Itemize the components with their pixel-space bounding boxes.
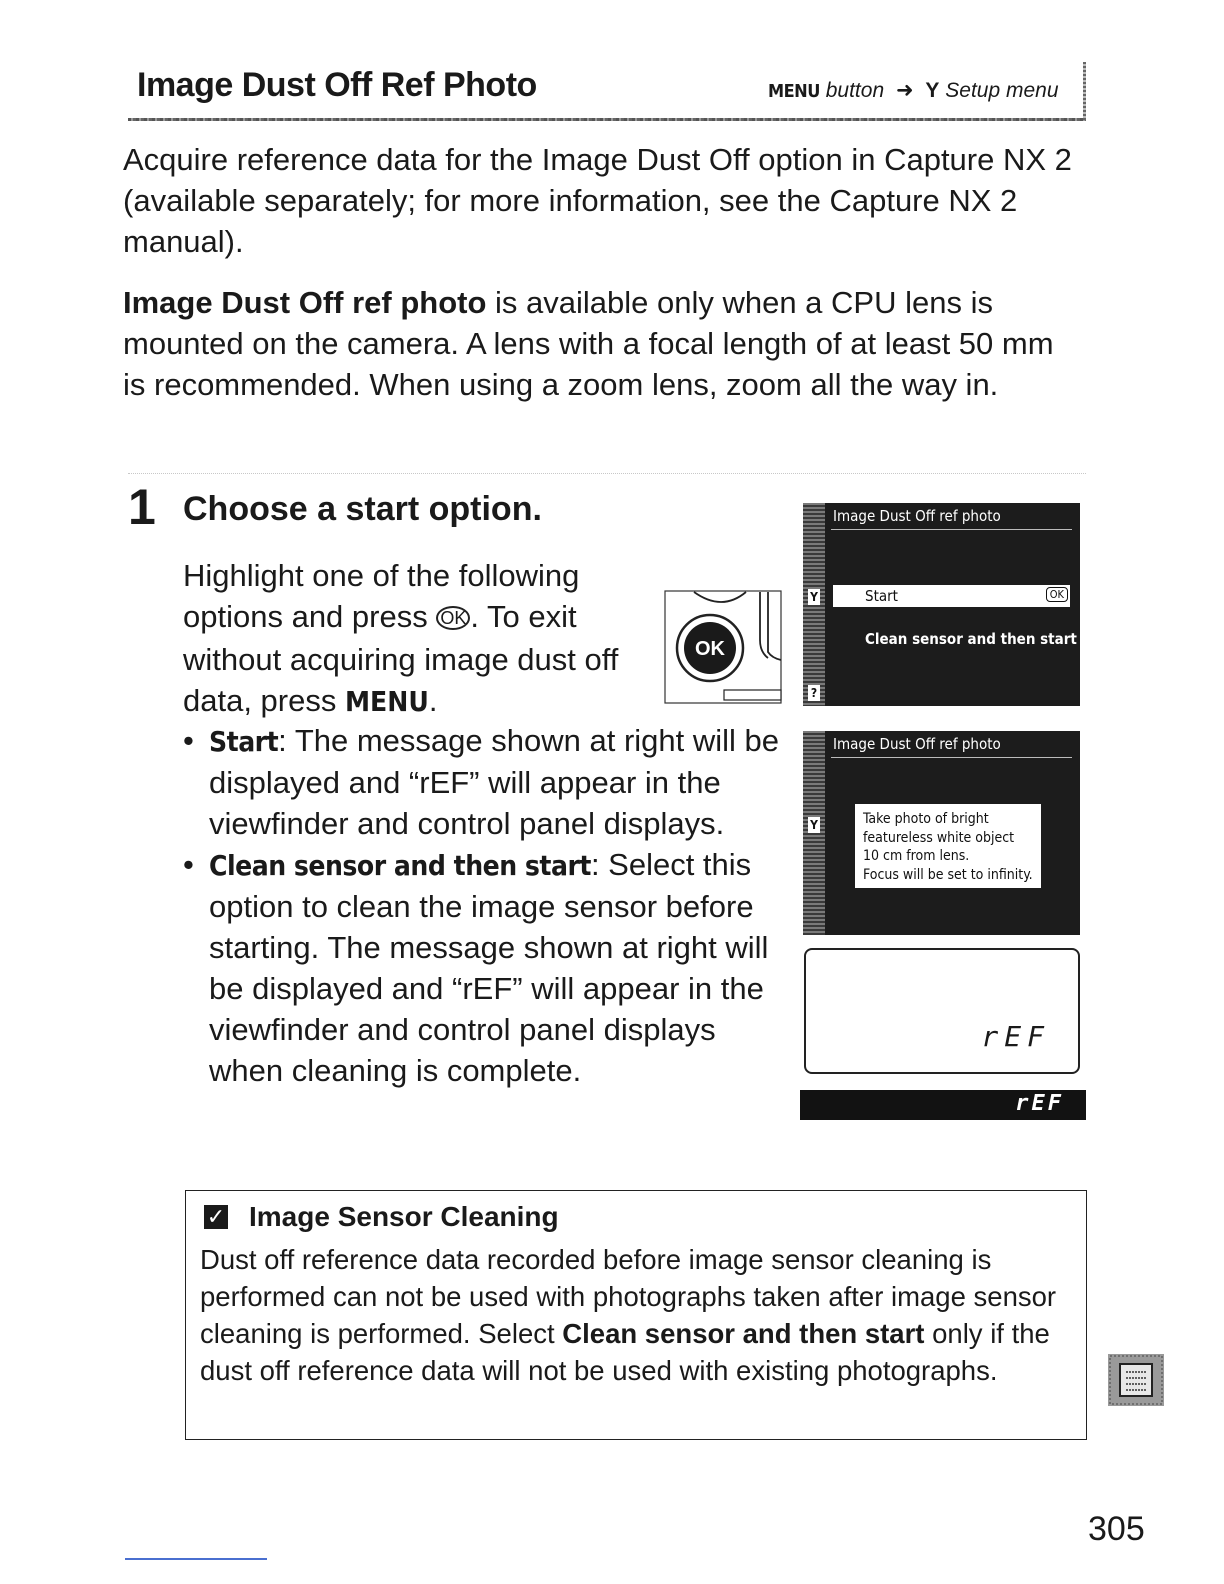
note-text-part: only if the dust off reference data will not be used with existing photographs. (200, 1318, 1050, 1386)
control-panel-text: rEF (981, 1020, 1050, 1053)
message-line: Take photo of bright (863, 811, 989, 827)
option-description: : The message shown at right will be displayed and “rEF” will appear in the viewfinder and control panel displays. (209, 723, 779, 841)
breadcrumb (768, 78, 1059, 103)
page-number: 305 (1088, 1510, 1145, 1548)
note-term: Clean sensor and then start (562, 1318, 925, 1349)
camera-menu-screen (803, 503, 1080, 706)
step-number: 1 (128, 479, 156, 535)
setup-tab-icon: Y (808, 589, 820, 605)
step-text-part: Highlight one of the following options and press (183, 558, 580, 634)
arrow-icon: ➜ (895, 79, 914, 102)
header-edge-marker (1083, 62, 1086, 120)
message-line: 10 cm from lens. (863, 848, 970, 864)
menu-item-start[interactable] (833, 585, 1070, 607)
breadcrumb-menu: MENU (768, 81, 820, 102)
control-panel-display (804, 948, 1080, 1074)
note-text-part: Dust off reference data recorded before image sensor cleaning is performed can not be used with photographs taken after image sensor cleaning is performed. Select (200, 1244, 1057, 1349)
step-text-part: . (428, 683, 438, 718)
ok-badge-icon: OK (1046, 587, 1068, 602)
setup-menu-icon: Y (925, 79, 940, 102)
step-title: Choose a start option. (183, 490, 542, 528)
viewfinder-text: rEF (1015, 1091, 1064, 1116)
option-term: Clean sensor and then start (209, 849, 591, 882)
option-list (183, 720, 793, 1091)
message-box (855, 804, 1041, 888)
step-text-part: . To exit without acquiring image dust off data, press (183, 599, 619, 718)
menu-guide-index-icon[interactable] (1108, 1354, 1164, 1406)
setup-tab-icon: Y (808, 817, 820, 833)
screen-title-underline (831, 757, 1072, 758)
list-item (183, 720, 793, 844)
intro-paragraph: Acquire reference data for the Image Dust Off option in Capture NX 2 (available separately; for more information, see the Capture NX 2 manual). (123, 142, 1072, 259)
note-title: Image Sensor Cleaning (249, 1201, 559, 1232)
step-instructions (183, 555, 653, 722)
option-description: : Select this option to clean the image sensor before starting. The message shown at right will be displayed and “rEF” will appear in the viewfinder and control panel displays when cleaning is complete. (209, 847, 769, 1088)
screen-title: Image Dust Off ref photo (833, 735, 1001, 753)
section-divider (128, 473, 1086, 474)
note-body (200, 1241, 1074, 1389)
page-title: Image Dust Off Ref Photo (137, 66, 537, 104)
footer-line (125, 1558, 267, 1560)
viewfinder-display (800, 1090, 1086, 1120)
menu-item-clean-sensor[interactable]: Clean sensor and then start (865, 630, 1077, 648)
ok-button-illustration (664, 590, 782, 704)
check-icon: ✓ (204, 1205, 228, 1229)
availability-term: Image Dust Off ref photo (123, 285, 487, 320)
screen-title-underline (831, 529, 1072, 530)
caution-note (185, 1190, 1087, 1440)
breadcrumb-setup-menu: Setup menu (945, 79, 1059, 102)
list-item (183, 844, 793, 1091)
menu-word: MENU (344, 685, 429, 718)
bullet-icon: • (183, 723, 194, 758)
availability-paragraph (123, 282, 1083, 405)
header-rule (128, 118, 1086, 121)
ok-button-label: OK (695, 638, 725, 660)
ok-symbol-icon: OK (436, 606, 470, 630)
menu-item-label: Start (865, 587, 898, 605)
message-line: Focus will be set to infinity. (863, 866, 1033, 883)
message-line: featureless white object (863, 829, 1015, 846)
availability-text: is available only when a CPU lens is mounted on the camera. A lens with a focal length of at least 50 mm is recommended. When using a zoom lens, zoom all the way in. (123, 285, 1054, 402)
option-term: Start (209, 725, 279, 758)
breadcrumb-button: button (825, 79, 885, 102)
camera-message-screen (803, 731, 1080, 935)
menu-tab-strip (803, 731, 825, 935)
screen-title: Image Dust Off ref photo (833, 507, 1001, 525)
help-icon: ? (808, 685, 820, 701)
bullet-icon: • (183, 847, 194, 882)
